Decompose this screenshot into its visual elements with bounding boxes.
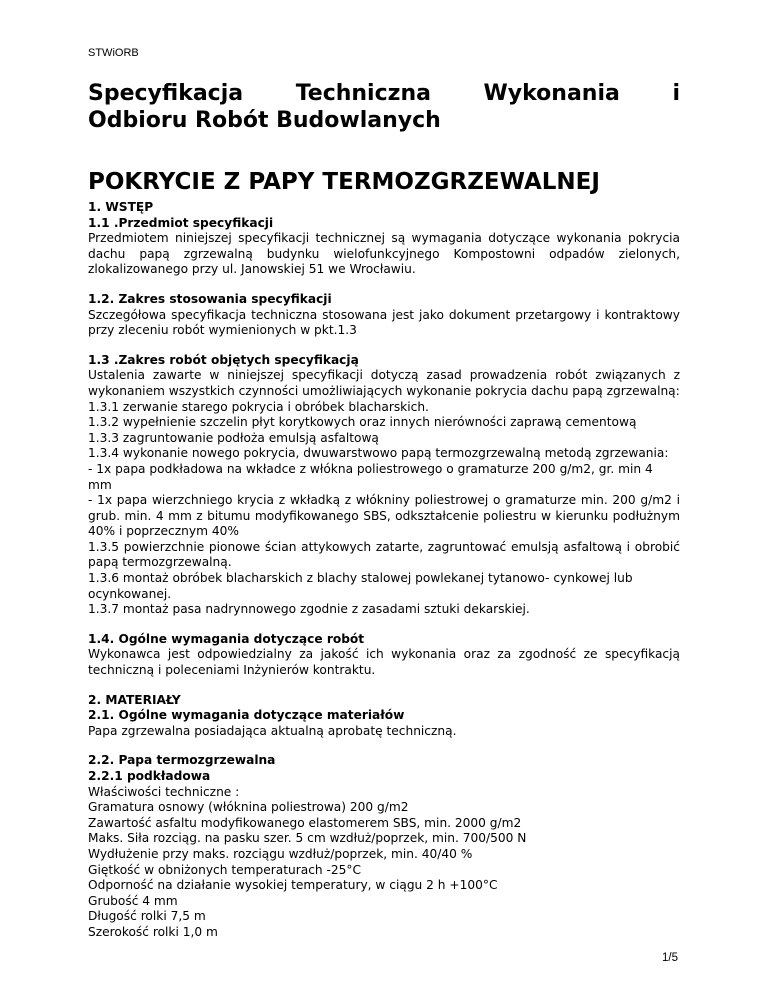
section-1-1-text: Przedmiotem niniejszej specyfikacji technicznej są wymagania dotyczące wykonania pokrycia dachu papą zgrzewalną budynku wielofunkcyjnego Kompostowni odpadów zielonych, zlokalizowanego przy ul. Janowskiej 51 we Wrocławiu. <box>88 231 680 277</box>
section-2-1-heading: 2.1. Ogólne wymagania dotyczące materiałów <box>88 708 405 723</box>
title-word: i <box>672 81 680 106</box>
section-1-4-text: Wykonawca jest odpowiedzialny za jakość ich wykonania oraz za zgodność ze specyfikacją techniczną i poleceniami Inżynierów kontraktu. <box>88 647 680 678</box>
title-word: Specyfikacja <box>88 81 244 106</box>
spec-line: Odporność na działanie wysokiej temperatury, w ciągu 2 h +100°C <box>88 878 498 893</box>
section-2-2-heading: 2.2. Papa termozgrzewalna <box>88 753 276 768</box>
section-1-3-intro: Ustalenia zawarte w niniejszej specyfikacji dotyczą zasad prowadzenia robót związanych z wykonaniem wszystkich czynności umożliwiających wykonanie pokrycia dachu papą zgrzewalną: <box>88 368 680 398</box>
section-1-2-text: Szczegółowa specyfikacja techniczna stosowana jest jako dokument przetargowy i kontraktowy przy zleceniu robót wymienionych w pkt.1.3 <box>88 307 680 338</box>
spec-line: Szerokość rolki 1,0 m <box>88 924 218 939</box>
spec-line: Gramatura osnowy (włóknina poliestrowa) 200 g/m2 <box>88 800 409 815</box>
list-item: 1.3.6 montaż obróbek blacharskich z blachy stalowej powlekanej tytanowo- cynkowej lub ocynkowanej. <box>88 571 633 601</box>
document-title-line-2: Odbioru Robót Budowlanych <box>88 108 441 133</box>
spec-line: Giętkość w obniżonych temperaturach -25°C <box>88 862 361 877</box>
document-title-line-1 <box>88 80 680 107</box>
section-1-2-heading: 1.2. Zakres stosowania specyfikacji <box>88 291 332 306</box>
list-item: 1.3.5 powierzchnie pionowe ścian attykowych zatarte, zagruntować emulsją asfaltową i obrobić papą termozgrzewalną. <box>88 539 680 570</box>
section-2-2-1-heading: 2.2.1 podkładowa <box>88 769 211 783</box>
running-header: STWiORB <box>88 47 139 59</box>
section-1-heading: 1. WSTĘP <box>88 200 154 214</box>
title-word: Techniczna <box>295 81 431 106</box>
section-2-heading: 2. MATERIAŁY <box>88 692 181 707</box>
list-item: 1.3.1 zerwanie starego pokrycia i obróbek blacharskich. <box>88 399 429 414</box>
list-item: 1.3.4 wykonanie nowego pokrycia, dwuwarstwowo papą termozgrzewalną metodą zgrzewania: <box>88 446 669 461</box>
list-item: - 1x papa podkładowa na wkładce z włókna poliestrowego o gramaturze 200 g/m2, gr. min 4 mm <box>88 461 653 492</box>
list-item: 1.3.3 zagruntowanie podłoża emulsją asfaltową <box>88 430 379 445</box>
section-2-1-text: Papa zgrzewalna posiadająca aktualną aprobatę techniczną. <box>88 723 457 738</box>
document-body <box>88 80 680 941</box>
spec-line: Właściwości techniczne : <box>88 784 240 799</box>
document-title <box>88 80 680 134</box>
title-word: Wykonania <box>483 81 620 106</box>
section-1-3-heading: 1.3 .Zakres robót objętych specyfikacją <box>88 352 359 367</box>
section-1-1-heading: 1.1 .Przedmiot specyfikacji <box>88 215 274 230</box>
main-title: POKRYCIE Z PAPY TERMOZGRZEWALNEJ <box>88 169 600 195</box>
list-item: - 1x papa wierzchniego krycia z wkładką z włókniny poliestrowej o gramaturze min. 200 g/m2 i grub. min. 4 mm z bitumu modyfikowanego SBS, odkształcenie poliestru w kierunku podłużnym 40% i poprzecznym 40% <box>88 493 680 539</box>
list-item: 1.3.7 montaż pasa nadrynnowego zgodnie z zasadami sztuki dekarskiej. <box>88 602 530 617</box>
spec-line: Grubość 4 mm <box>88 893 178 908</box>
list-item: 1.3.2 wypełnienie szczelin płyt korytkowych oraz innych nierówności zaprawą cementową <box>88 415 637 430</box>
spec-line: Wydłużenie przy maks. rozciągu wzdłuż/poprzek, min. 40/40 % <box>88 846 473 861</box>
page-number: 1/5 <box>662 952 678 964</box>
spec-line: Zawartość asfaltu modyfikowanego elastomerem SBS, min. 2000 g/m2 <box>88 815 522 830</box>
spec-line: Maks. Siła rozciąg. na pasku szer. 5 cm wzdłuż/poprzek, min. 700/500 N <box>88 831 527 846</box>
spec-line: Długość rolki 7,5 m <box>88 909 206 924</box>
section-1-4-heading: 1.4. Ogólne wymagania dotyczące robót <box>88 631 365 646</box>
